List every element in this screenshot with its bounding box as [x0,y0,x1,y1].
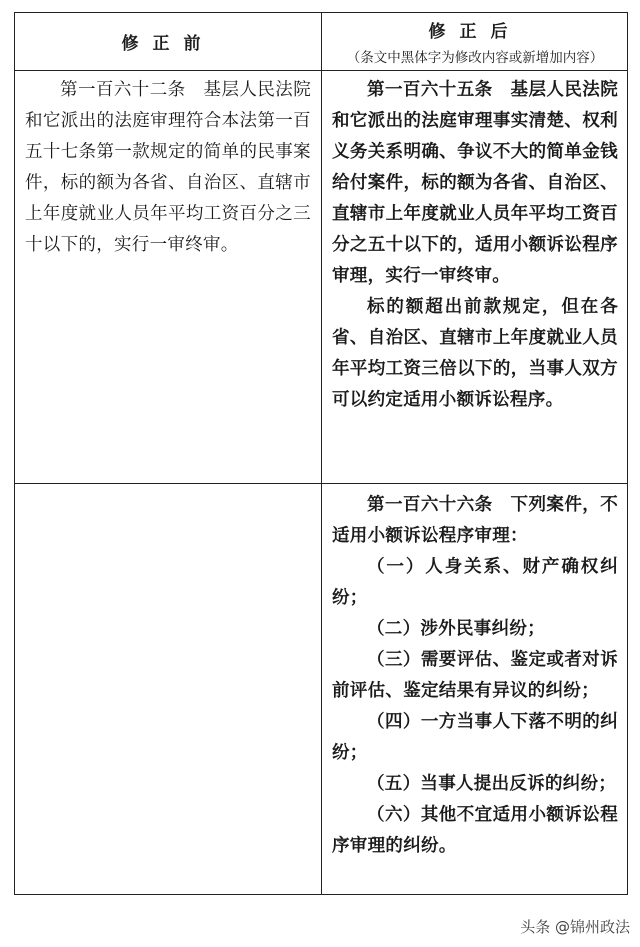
row2-after-p1: 第一百六十六条 下列案件，不适用小额诉讼程序审理： [332,495,618,546]
watermark-text: 头条 @锦州政法 [520,918,630,936]
list-item: （五）当事人提出反诉的纠纷； [367,774,617,794]
row2-after-cell [332,490,618,862]
row1-after-p1: 第一百六十五条 基层人民法院和它派出的法庭审理事实清楚、权利义务关系明确、争议不大的简单金钱给付案件，标的额为各省、自治区、直辖市上年度就业人员年平均工资百分之五十以下的，适用小额诉讼程序审理，实行一审终审。 [332,80,618,286]
list-item: （四）一方当事人下落不明的纠纷； [332,712,618,763]
row-divider [15,483,627,484]
row1-before-cell [25,75,311,261]
comparison-table [14,12,628,895]
header-after-title: 修正后 [428,22,522,42]
row1-after-p2: 标的额超出前款规定，但在各省、自治区、直辖市上年度就业人员年平均工资三倍以下的，当事人双方可以约定适用小额诉讼程序。 [332,297,618,410]
header-after [322,13,628,70]
header-after-note: （条文中黑体字为修改内容或新增加内容） [346,50,604,66]
row1-after-cell [332,75,618,416]
list-item: （一）人身关系、财产确权纠纷； [332,557,618,608]
watermark [520,916,630,937]
row1-before-text: 第一百六十二条 基层人民法院和它派出的法庭审理符合本法第一百五十七条第一款规定的简单的民事案件，标的额为各省、自治区、直辖市上年度就业人员年平均工资百分之三十以下的，实行一审终审。 [25,80,311,255]
header-divider [15,70,627,71]
list-item: （六）其他不宜适用小额诉讼程序审理的纠纷。 [332,805,618,856]
header-before: 修正前 [121,34,215,54]
list-item: （二）涉外民事纠纷； [367,619,545,639]
list-item: （三）需要评估、鉴定或者对诉前评估、鉴定结果有异议的纠纷； [332,650,618,701]
column-divider [321,13,322,894]
